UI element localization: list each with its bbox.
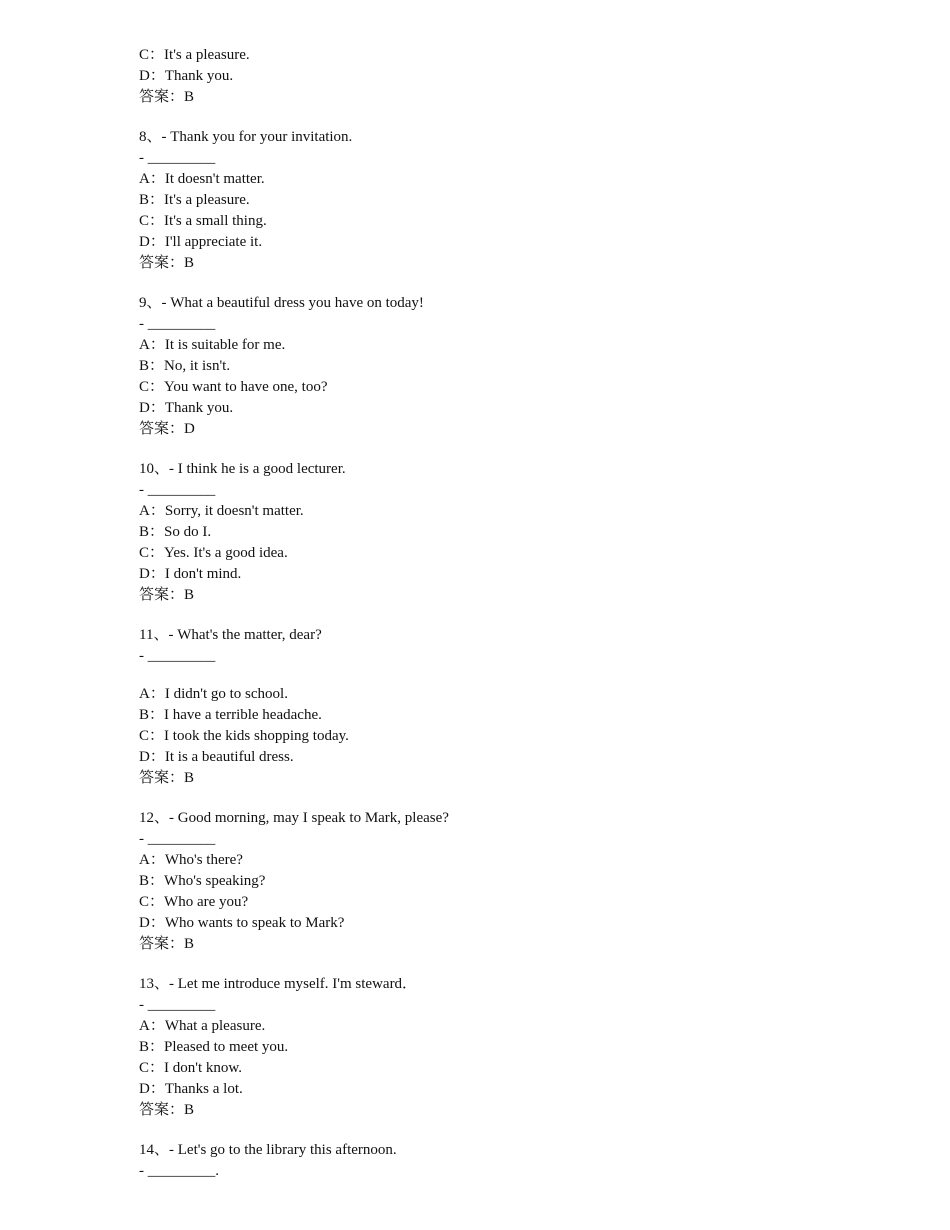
question-fragment — [139, 45, 839, 108]
question-12 — [139, 808, 839, 955]
spacer — [139, 789, 839, 808]
question-prompt: 13、- Let me introduce myself. I'm steward． — [139, 976, 418, 992]
question-prompt: 9、- What a beautiful dress you have on today! — [139, 295, 424, 311]
option-c: C：It's a small thing. — [139, 213, 267, 229]
option-a: A：What a pleasure. — [139, 1018, 266, 1034]
option-c: C：I don't know. — [139, 1060, 243, 1076]
spacer — [139, 667, 839, 684]
option-d: D：Thank you. — [139, 68, 234, 84]
question-prompt: 14、- Let's go to the library this afternoon. — [139, 1142, 397, 1158]
answer-line: 答案：B — [139, 770, 195, 786]
question-8 — [139, 127, 839, 274]
question-prompt: 10、- I think he is a good lecturer. — [139, 461, 346, 477]
option-b: B：It's a pleasure. — [139, 192, 250, 208]
option-b: B：Pleased to meet you. — [139, 1039, 289, 1055]
spacer — [139, 108, 839, 127]
option-a: A：It doesn't matter. — [139, 171, 265, 187]
answer-blank: - _________ — [139, 316, 216, 332]
spacer — [139, 440, 839, 459]
exam-document — [139, 45, 839, 1182]
option-d: D：I don't mind. — [139, 566, 242, 582]
option-d: D：Who wants to speak to Mark? — [139, 915, 345, 931]
answer-line: 答案：B — [139, 1102, 195, 1118]
question-10 — [139, 459, 839, 606]
option-a: A：It is suitable for me. — [139, 337, 286, 353]
option-b: B：So do I. — [139, 524, 212, 540]
option-d: D：I'll appreciate it. — [139, 234, 263, 250]
option-d: D：Thanks a lot. — [139, 1081, 243, 1097]
answer-blank: - _________ — [139, 831, 216, 847]
option-d: D：Thank you. — [139, 400, 234, 416]
spacer — [139, 606, 839, 625]
question-prompt: 8、- Thank you for your invitation. — [139, 129, 353, 145]
question-11 — [139, 625, 839, 789]
question-prompt: 12、- Good morning, may I speak to Mark, please? — [139, 810, 449, 826]
answer-blank: - _________ — [139, 648, 216, 664]
option-c: C：Yes. It's a good idea. — [139, 545, 288, 561]
option-d: D：It is a beautiful dress. — [139, 749, 294, 765]
option-b: B：I have a terrible headache. — [139, 707, 322, 723]
option-a: A：I didn't go to school. — [139, 686, 288, 702]
option-a: A：Sorry, it doesn't matter. — [139, 503, 304, 519]
answer-blank: - _________. — [139, 1163, 219, 1179]
answer-line: 答案：B — [139, 936, 195, 952]
answer-line: 答案：B — [139, 255, 195, 271]
answer-blank: - _________ — [139, 150, 216, 166]
question-9 — [139, 293, 839, 440]
answer-blank: - _________ — [139, 997, 216, 1013]
spacer — [139, 1121, 839, 1140]
option-a: A：Who's there? — [139, 852, 243, 868]
option-c: C：Who are you? — [139, 894, 249, 910]
option-c: C：You want to have one, too? — [139, 379, 328, 395]
answer-line: 答案：B — [139, 587, 195, 603]
question-13 — [139, 974, 839, 1121]
answer-line: 答案：B — [139, 89, 195, 105]
question-14 — [139, 1140, 839, 1182]
option-b: B：Who's speaking? — [139, 873, 266, 889]
answer-blank: - _________ — [139, 482, 216, 498]
spacer — [139, 955, 839, 974]
spacer — [139, 274, 839, 293]
question-prompt: 11、- What's the matter, dear? — [139, 627, 322, 643]
answer-line: 答案：D — [139, 421, 195, 437]
option-b: B：No, it isn't. — [139, 358, 231, 374]
option-c: C：I took the kids shopping today. — [139, 728, 349, 744]
option-c: C：It's a pleasure. — [139, 47, 250, 63]
